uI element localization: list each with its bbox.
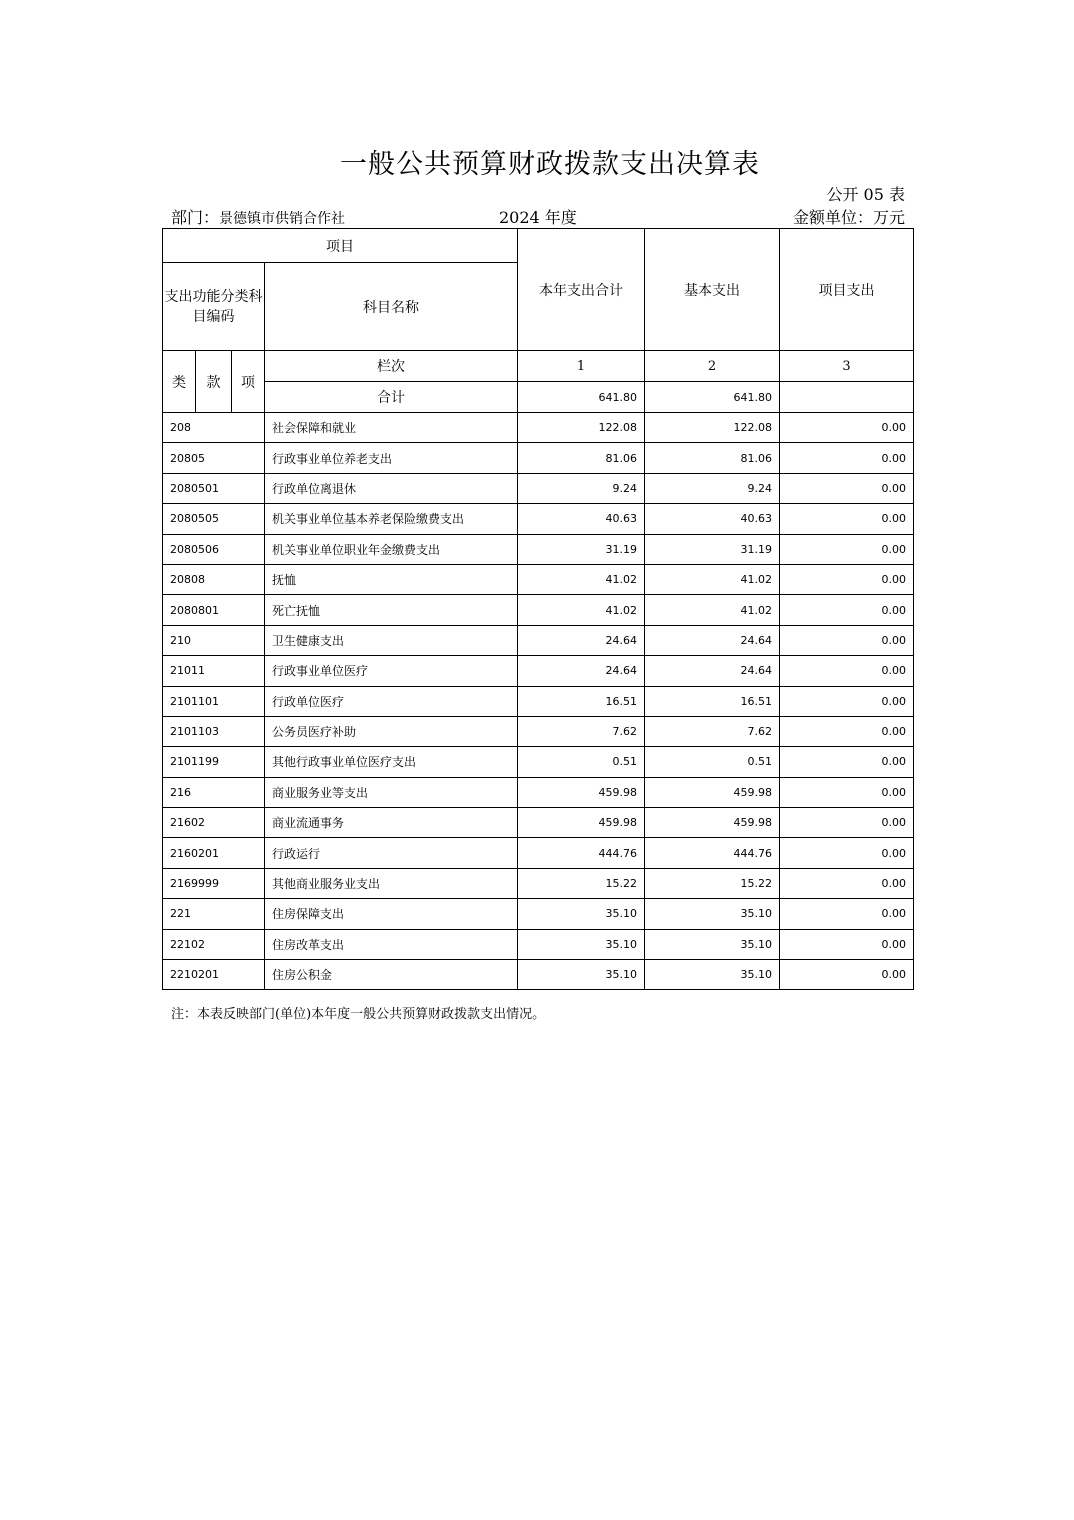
page-title: 一般公共预算财政拨款支出决算表: [340, 149, 760, 180]
table-row: [163, 625, 914, 655]
sum-total: 641.80: [518, 382, 645, 413]
row-basic: 16.51: [645, 686, 780, 716]
sum-project: [780, 382, 914, 413]
row-code: 2210201: [163, 960, 265, 990]
table-row: [163, 960, 914, 990]
row-total: 81.06: [518, 443, 645, 473]
department-label: 部门：: [171, 208, 220, 227]
row-subject-name: 商业流通事务: [265, 808, 518, 838]
row-subject-name: 商业服务业等支出: [265, 777, 518, 807]
row-total: 35.10: [518, 929, 645, 959]
row-subject-name: 行政单位离退休: [265, 473, 518, 503]
row-project: 0.00: [780, 747, 914, 777]
table-row: [163, 777, 914, 807]
row-code: 21602: [163, 808, 265, 838]
row-basic: 9.24: [645, 473, 780, 503]
row-project: 0.00: [780, 777, 914, 807]
row-basic: 41.02: [645, 595, 780, 625]
row-basic: 35.10: [645, 960, 780, 990]
table-row: [163, 899, 914, 929]
row-total: 459.98: [518, 808, 645, 838]
row-total: 459.98: [518, 777, 645, 807]
row-subject-name: 死亡抚恤: [265, 595, 518, 625]
row-code: 2080501: [163, 473, 265, 503]
table-row: [163, 595, 914, 625]
header-project: 项目: [163, 229, 518, 263]
row-project: 0.00: [780, 625, 914, 655]
table-row: [163, 868, 914, 898]
department-name: 景德镇市供销合作社: [219, 211, 346, 227]
row-total: 24.64: [518, 625, 645, 655]
row-project: 0.00: [780, 838, 914, 868]
table-row: [163, 504, 914, 534]
row-basic: 15.22: [645, 868, 780, 898]
row-project: 0.00: [780, 686, 914, 716]
row-total: 35.10: [518, 960, 645, 990]
row-total: 40.63: [518, 504, 645, 534]
row-code: 221: [163, 899, 265, 929]
table-row: [163, 443, 914, 473]
column-number-3: 3: [780, 351, 914, 382]
row-code: 210: [163, 625, 265, 655]
header-row-1: [163, 229, 914, 263]
expenditure-table: [162, 228, 914, 990]
fiscal-year: 2024 年度: [499, 208, 577, 227]
row-code: 2101199: [163, 747, 265, 777]
sum-label: 合计: [265, 382, 518, 413]
header-project-expenditure: 项目支出: [780, 229, 914, 351]
row-project: 0.00: [780, 504, 914, 534]
table-row: [163, 656, 914, 686]
table-code: 公开 05 表: [826, 185, 905, 204]
row-subject-name: 卫生健康支出: [265, 625, 518, 655]
row-subject-name: 抚恤: [265, 564, 518, 594]
header-xiang: 项: [232, 351, 265, 413]
row-subject-name: 社会保障和就业: [265, 413, 518, 443]
row-code: 20808: [163, 564, 265, 594]
row-project: 0.00: [780, 534, 914, 564]
row-code: 2101103: [163, 716, 265, 746]
table-row: [163, 838, 914, 868]
row-total: 15.22: [518, 868, 645, 898]
row-basic: 122.08: [645, 413, 780, 443]
table-row: [163, 473, 914, 503]
row-project: 0.00: [780, 808, 914, 838]
row-project: 0.00: [780, 868, 914, 898]
header-function-code: 支出功能分类科目编码: [163, 263, 265, 351]
row-basic: 24.64: [645, 625, 780, 655]
header-column-number: 栏次: [265, 351, 518, 382]
row-code: 2169999: [163, 868, 265, 898]
row-basic: 31.19: [645, 534, 780, 564]
row-total: 24.64: [518, 656, 645, 686]
row-basic: 459.98: [645, 808, 780, 838]
row-total: 41.02: [518, 564, 645, 594]
row-subject-name: 行政运行: [265, 838, 518, 868]
row-subject-name: 行政单位医疗: [265, 686, 518, 716]
table-row: [163, 747, 914, 777]
row-subject-name: 行政事业单位医疗: [265, 656, 518, 686]
row-project: 0.00: [780, 960, 914, 990]
row-code: 2080801: [163, 595, 265, 625]
row-code: 208: [163, 413, 265, 443]
row-code: 21011: [163, 656, 265, 686]
row-subject-name: 其他商业服务业支出: [265, 868, 518, 898]
row-basic: 81.06: [645, 443, 780, 473]
row-code: 22102: [163, 929, 265, 959]
row-basic: 35.10: [645, 929, 780, 959]
row-total: 9.24: [518, 473, 645, 503]
row-basic: 0.51: [645, 747, 780, 777]
header-total: 本年支出合计: [518, 229, 645, 351]
row-project: 0.00: [780, 899, 914, 929]
summary-row: [163, 382, 914, 413]
row-subject-name: 机关事业单位职业年金缴费支出: [265, 534, 518, 564]
row-total: 7.62: [518, 716, 645, 746]
table-row: [163, 413, 914, 443]
header-subject-name: 科目名称: [265, 263, 518, 351]
footnote: 注：本表反映部门(单位)本年度一般公共预算财政拨款支出情况。: [171, 1007, 546, 1022]
row-subject-name: 机关事业单位基本养老保险缴费支出: [265, 504, 518, 534]
row-subject-name: 住房公积金: [265, 960, 518, 990]
row-project: 0.00: [780, 929, 914, 959]
row-subject-name: 其他行政事业单位医疗支出: [265, 747, 518, 777]
row-code: 20805: [163, 443, 265, 473]
row-subject-name: 住房改革支出: [265, 929, 518, 959]
table-row: [163, 564, 914, 594]
row-code: 2080506: [163, 534, 265, 564]
header-row-3: [163, 351, 914, 382]
amount-unit: 金额单位：万元: [792, 208, 905, 227]
table-row: [163, 534, 914, 564]
row-code: 2101101: [163, 686, 265, 716]
row-total: 122.08: [518, 413, 645, 443]
row-code: 2160201: [163, 838, 265, 868]
row-basic: 7.62: [645, 716, 780, 746]
row-basic: 444.76: [645, 838, 780, 868]
column-number-2: 2: [645, 351, 780, 382]
row-total: 41.02: [518, 595, 645, 625]
row-subject-name: 行政事业单位养老支出: [265, 443, 518, 473]
row-basic: 40.63: [645, 504, 780, 534]
table-row: [163, 929, 914, 959]
row-total: 444.76: [518, 838, 645, 868]
department-line: [171, 205, 345, 228]
table-row: [163, 808, 914, 838]
row-project: 0.00: [780, 413, 914, 443]
row-subject-name: 公务员医疗补助: [265, 716, 518, 746]
row-total: 0.51: [518, 747, 645, 777]
row-project: 0.00: [780, 473, 914, 503]
sum-basic: 641.80: [645, 382, 780, 413]
row-code: 2080505: [163, 504, 265, 534]
row-project: 0.00: [780, 564, 914, 594]
row-basic: 24.64: [645, 656, 780, 686]
row-total: 35.10: [518, 899, 645, 929]
row-project: 0.00: [780, 595, 914, 625]
row-project: 0.00: [780, 443, 914, 473]
row-code: 216: [163, 777, 265, 807]
header-basic: 基本支出: [645, 229, 780, 351]
header-kuan: 款: [196, 351, 232, 413]
row-project: 0.00: [780, 656, 914, 686]
header-lei: 类: [163, 351, 196, 413]
row-basic: 35.10: [645, 899, 780, 929]
row-total: 31.19: [518, 534, 645, 564]
row-basic: 41.02: [645, 564, 780, 594]
table-row: [163, 686, 914, 716]
table-row: [163, 716, 914, 746]
row-total: 16.51: [518, 686, 645, 716]
column-number-1: 1: [518, 351, 645, 382]
row-basic: 459.98: [645, 777, 780, 807]
row-project: 0.00: [780, 716, 914, 746]
row-subject-name: 住房保障支出: [265, 899, 518, 929]
